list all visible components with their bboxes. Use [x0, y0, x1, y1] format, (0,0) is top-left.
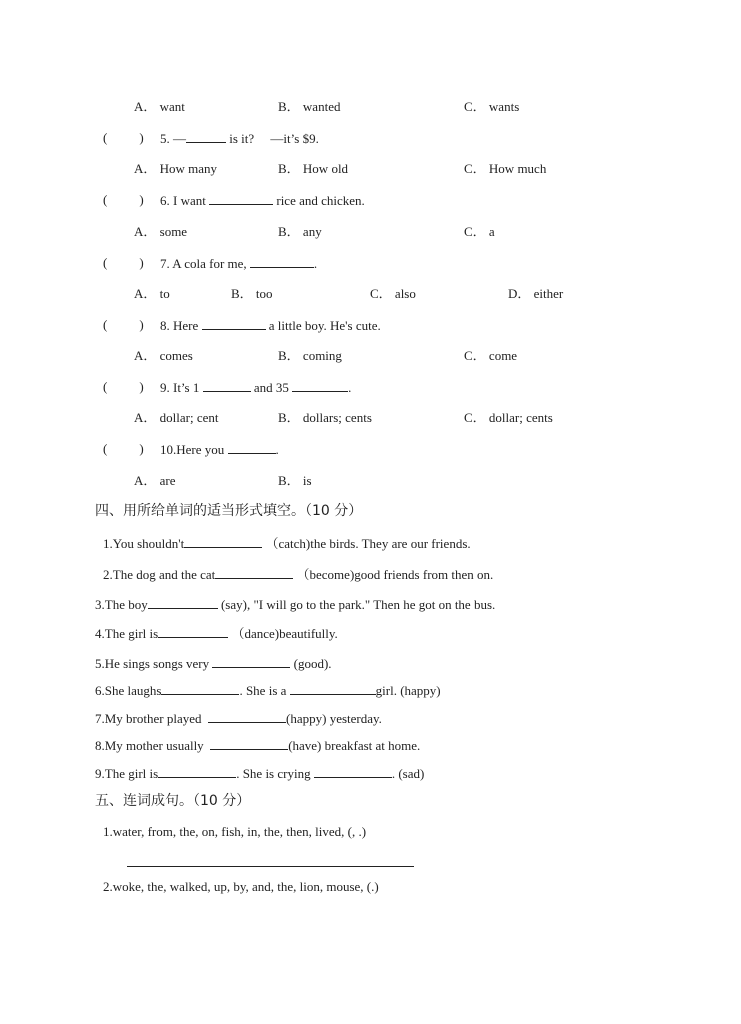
s4-item-6-blank-2[interactable] [290, 682, 376, 695]
q7-option-c: C． also [370, 286, 416, 301]
q9-option-b: B． dollars; cents [278, 410, 372, 425]
q9-option-c: C． dollar; cents [464, 410, 553, 425]
q8-answer-bracket[interactable]: ( ) [103, 317, 144, 332]
section-5-heading: 五、连词成句。（10 分） [95, 793, 251, 809]
s4-item-1-blank[interactable] [184, 535, 262, 548]
q6-stem: 6. I want rice and chicken. [160, 193, 365, 208]
section-4-heading: 四、用所给单词的适当形式填空。（10 分） [95, 503, 363, 519]
q8-stem: 8. Here a little boy. He's cute. [160, 318, 381, 333]
q10-option-a: A． are [134, 473, 176, 488]
s4-item-6: 6.She laughs . She is a girl. (happy) [95, 683, 441, 698]
s4-item-8: 8.My mother usually (have) breakfast at home. [95, 738, 421, 753]
q4-option-b: B． wanted [278, 99, 341, 114]
q5-option-b: B． How old [278, 161, 349, 176]
q10-option-b: B． is [278, 473, 312, 488]
s4-item-5-blank[interactable] [212, 655, 290, 668]
q6-option-c: C． a [464, 224, 495, 239]
q6-answer-bracket[interactable]: ( ) [103, 192, 144, 207]
s4-item-9: 9.The girl is . She is crying . (sad) [95, 766, 425, 781]
q7-blank[interactable] [250, 255, 314, 268]
q5-answer-bracket[interactable]: ( ) [103, 130, 144, 145]
s4-item-9-blank-1[interactable] [158, 765, 236, 778]
q4-option-c: C． wants [464, 99, 520, 114]
q10-stem: 10.Here you . [160, 442, 279, 457]
s4-item-4: 4.The girl is （dance)beautifully. [95, 626, 338, 641]
q7-answer-bracket[interactable]: ( ) [103, 255, 144, 270]
q5-stem: 5. — is it? —it’s $9. [160, 131, 319, 146]
s4-item-1: 1.You shouldn't （catch)the birds. They are our friends. [103, 536, 471, 551]
q9-answer-bracket[interactable]: ( ) [103, 379, 144, 394]
q7-option-b: B． too [231, 286, 273, 301]
s4-item-6-blank-1[interactable] [161, 682, 239, 695]
q4-option-a: A． want [134, 99, 185, 114]
q8-option-c: C． come [464, 348, 518, 363]
q8-option-b: B． coming [278, 348, 342, 363]
s4-item-2: 2.The dog and the cat （become)good friends from then on. [103, 567, 494, 582]
q5-option-a: A． How many [134, 161, 218, 176]
s4-item-4-blank[interactable] [158, 625, 228, 638]
q6-option-a: A． some [134, 224, 188, 239]
s5-item-2: 2.woke, the, walked, up, by, and, the, lion, mouse, (.) [103, 879, 379, 894]
q7-option-d: D． either [508, 286, 564, 301]
q9-option-a: A． dollar; cent [134, 410, 219, 425]
s4-item-7-blank[interactable] [208, 710, 286, 723]
q5-blank[interactable] [186, 130, 226, 143]
q7-option-a: A． to [134, 286, 170, 301]
q6-blank[interactable] [209, 192, 273, 205]
s4-item-7: 7.My brother played (happy) yesterday. [95, 711, 382, 726]
s4-item-3-blank[interactable] [148, 596, 218, 609]
s4-item-3: 3.The boy (say), "I will go to the park." Then he got on the bus. [95, 597, 496, 612]
q6-option-b: B． any [278, 224, 322, 239]
s4-item-9-blank-2[interactable] [314, 765, 392, 778]
q10-blank[interactable] [228, 441, 276, 454]
s5-item-1-answer-line[interactable] [127, 866, 414, 867]
q9-blank-cent[interactable] [292, 379, 348, 392]
s4-item-5: 5.He sings songs very (good). [95, 656, 332, 671]
s4-item-8-blank[interactable] [210, 737, 288, 750]
s4-item-2-blank[interactable] [215, 566, 293, 579]
q8-blank[interactable] [202, 317, 266, 330]
q7-stem: 7. A cola for me, . [160, 256, 318, 271]
q10-answer-bracket[interactable]: ( ) [103, 441, 144, 456]
q5-option-c: C． How much [464, 161, 547, 176]
q8-option-a: A． comes [134, 348, 193, 363]
q9-stem: 9. It’s 1 and 35 . [160, 380, 352, 395]
s5-item-1: 1.water, from, the, on, fish, in, the, then, lived, (, .) [103, 824, 367, 839]
q9-blank-dollar[interactable] [203, 379, 251, 392]
